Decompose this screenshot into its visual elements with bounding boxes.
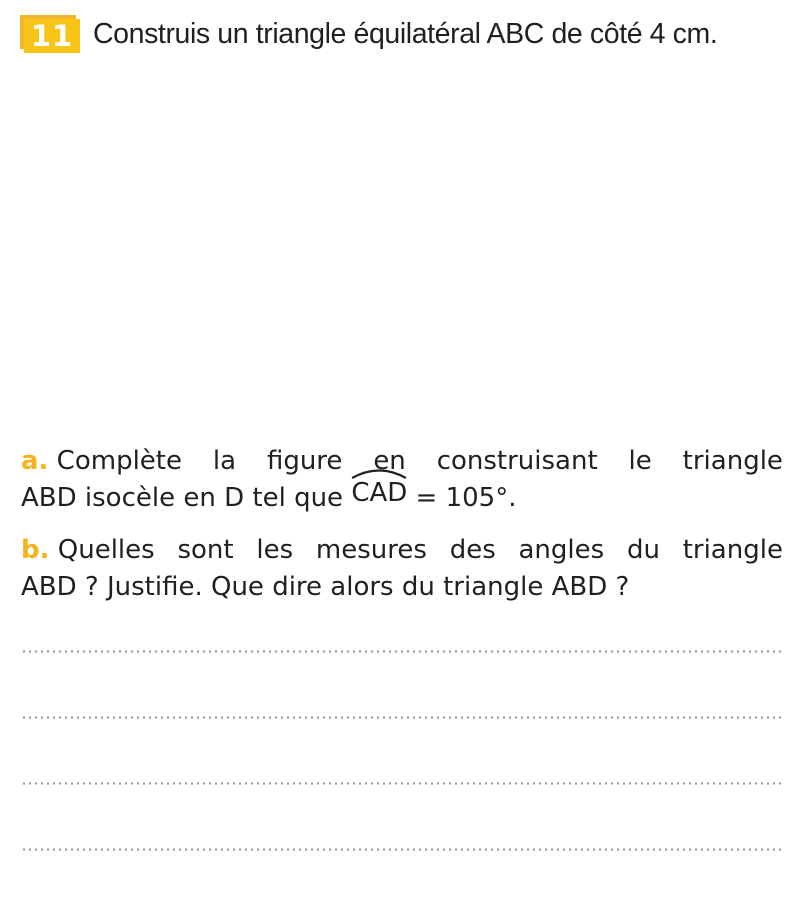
angle-label: CAD [351,478,408,508]
question-a-word: la [212,446,237,476]
question-b-word: les [256,535,294,565]
question-a-value: = 105°. [407,483,517,513]
question-b-word: sont [177,535,234,565]
question-a-word: en [373,446,406,476]
question-b-word: triangle [682,535,783,565]
question-b-word: mesures [315,535,427,565]
answer-lines [21,650,783,914]
question-b-text: ABD ? Justifie. Que dire alors du triangle ABD ? [21,572,630,602]
answer-line[interactable] [21,782,783,785]
figure-drawing-area[interactable] [20,70,783,430]
angle-cad [351,480,407,517]
question-a-first-word [21,443,182,480]
question-b [21,532,783,606]
exercise-title: Construis un triangle équilatéral ABC de côté 4 cm. [93,17,718,50]
question-b-word: angles [518,535,605,565]
answer-line[interactable] [21,716,783,719]
question-b-word: des [449,535,496,565]
exercise-number: 11 [24,19,80,53]
question-a-text: ABD isocèle en D tel que [21,483,352,513]
answer-line[interactable] [21,848,783,851]
question-a-word: construisant [436,446,598,476]
question-b-word: du [626,535,660,565]
question-b-first-word [21,532,155,569]
exercise-header [20,14,717,54]
question-b-word: Quelles [49,535,155,565]
question-a-line-2 [21,480,783,517]
answer-line[interactable] [21,650,783,653]
question-a [21,443,783,517]
exercise-number-badge [20,15,80,53]
question-b-letter: b. [21,535,50,565]
question-b-line-1 [21,532,783,569]
question-b-line-2 [21,569,783,606]
question-a-word: triangle [682,446,783,476]
question-a-word: le [628,446,652,476]
question-a-word: Complète [48,446,182,476]
question-a-word: figure [266,446,343,476]
angle-hat-icon [351,467,407,479]
question-a-letter: a. [21,446,49,476]
